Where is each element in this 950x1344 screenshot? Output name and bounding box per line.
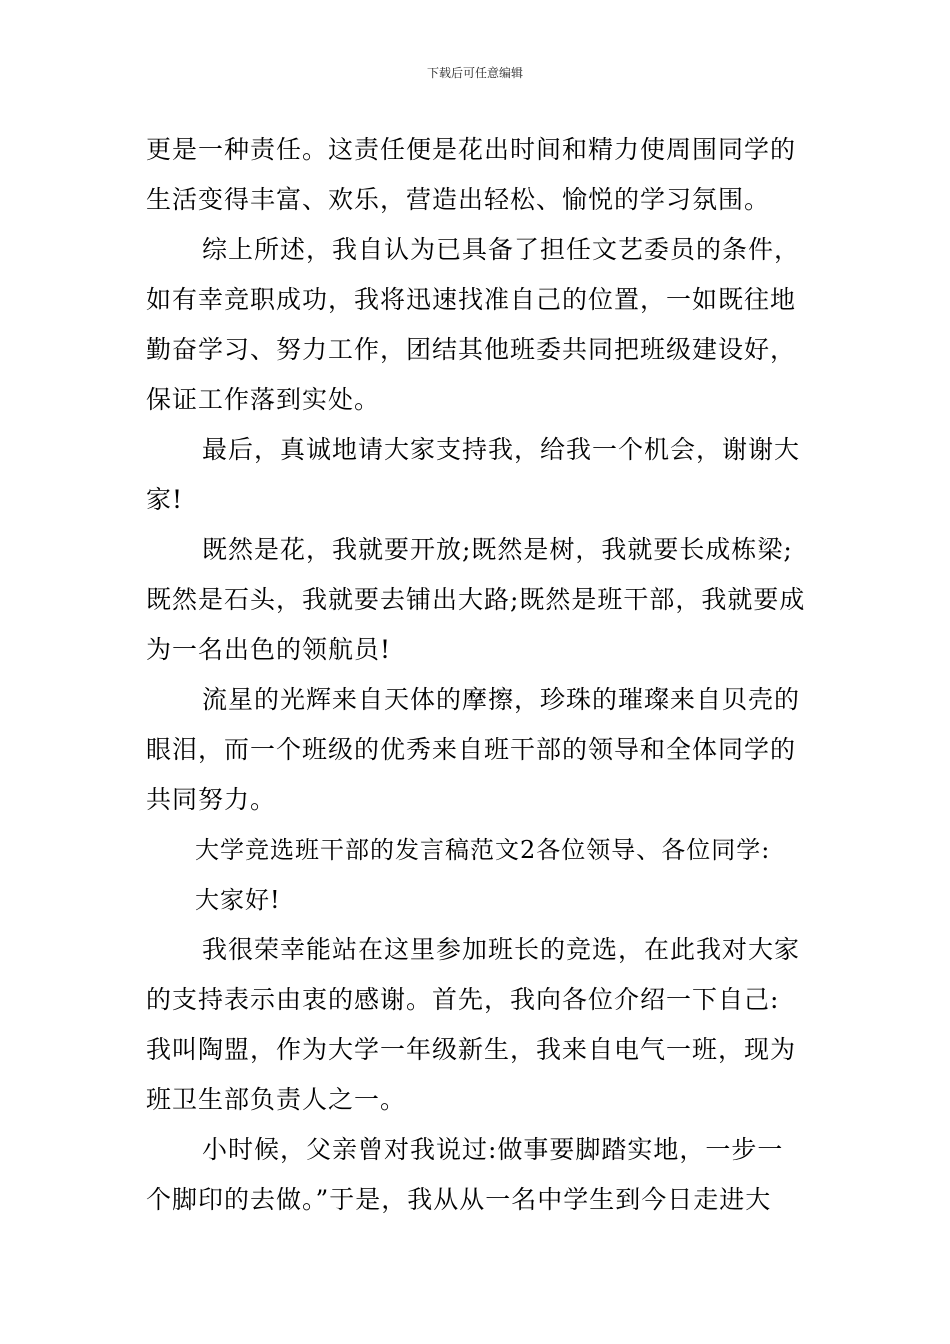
text-line: 既然是花，我就要开放;既然是树，我就要长成栋梁;	[202, 535, 793, 564]
text-line: 综上所述，我自认为已具备了担任文艺委员的条件，	[202, 235, 801, 264]
text-line: 的支持表示由衷的感谢。首先，我向各位介绍一下自己:	[146, 985, 780, 1014]
text-line: 我很荣幸能站在这里参加班长的竞选，在此我对大家	[202, 935, 801, 964]
text-line: 家!	[146, 485, 184, 514]
text-line: 流星的光辉来自天体的摩擦，珍珠的璀璨来自贝壳的	[202, 685, 801, 714]
page-header: 下载后可任意编辑	[426, 66, 523, 80]
text-line: 大家好!	[195, 886, 281, 914]
text-line: 个脚印的去做。”于是，我从从一名中学生到今日走进大	[146, 1185, 772, 1214]
text-line: 大学竞选班干部的发言稿范文2各位领导、各位同学:	[195, 836, 771, 864]
text-line: 如有幸竞职成功，我将迅速找准自己的位置，一如既往地	[146, 285, 797, 314]
text-line: 班卫生部负责人之一。	[146, 1085, 407, 1114]
text-line: 既然是石头，我就要去铺出大路;既然是班干部，我就要成	[146, 585, 806, 614]
text-line: 保证工作落到实处。	[146, 385, 381, 414]
text-line: 共同努力。	[146, 785, 277, 814]
text-line: 勤奋学习、努力工作，团结其他班委共同把班级建设好，	[146, 335, 797, 364]
text-line: 眼泪，而一个班级的优秀来自班干部的领导和全体同学的	[146, 735, 797, 764]
text-line: 更是一种责任。这责任便是花出时间和精力使周围同学的	[146, 135, 797, 164]
text-line: 小时候，父亲曾对我说过:做事要脚踏实地，一步一	[202, 1135, 784, 1164]
text-line: 最后，真诚地请大家支持我，给我一个机会，谢谢大	[202, 435, 801, 464]
text-line: 为一名出色的领航员!	[146, 635, 392, 664]
text-line: 生活变得丰富、欢乐，营造出轻松、愉悦的学习氛围。	[146, 185, 771, 214]
text-line: 我叫陶盟，作为大学一年级新生，我来自电气一班，现为	[146, 1035, 797, 1064]
